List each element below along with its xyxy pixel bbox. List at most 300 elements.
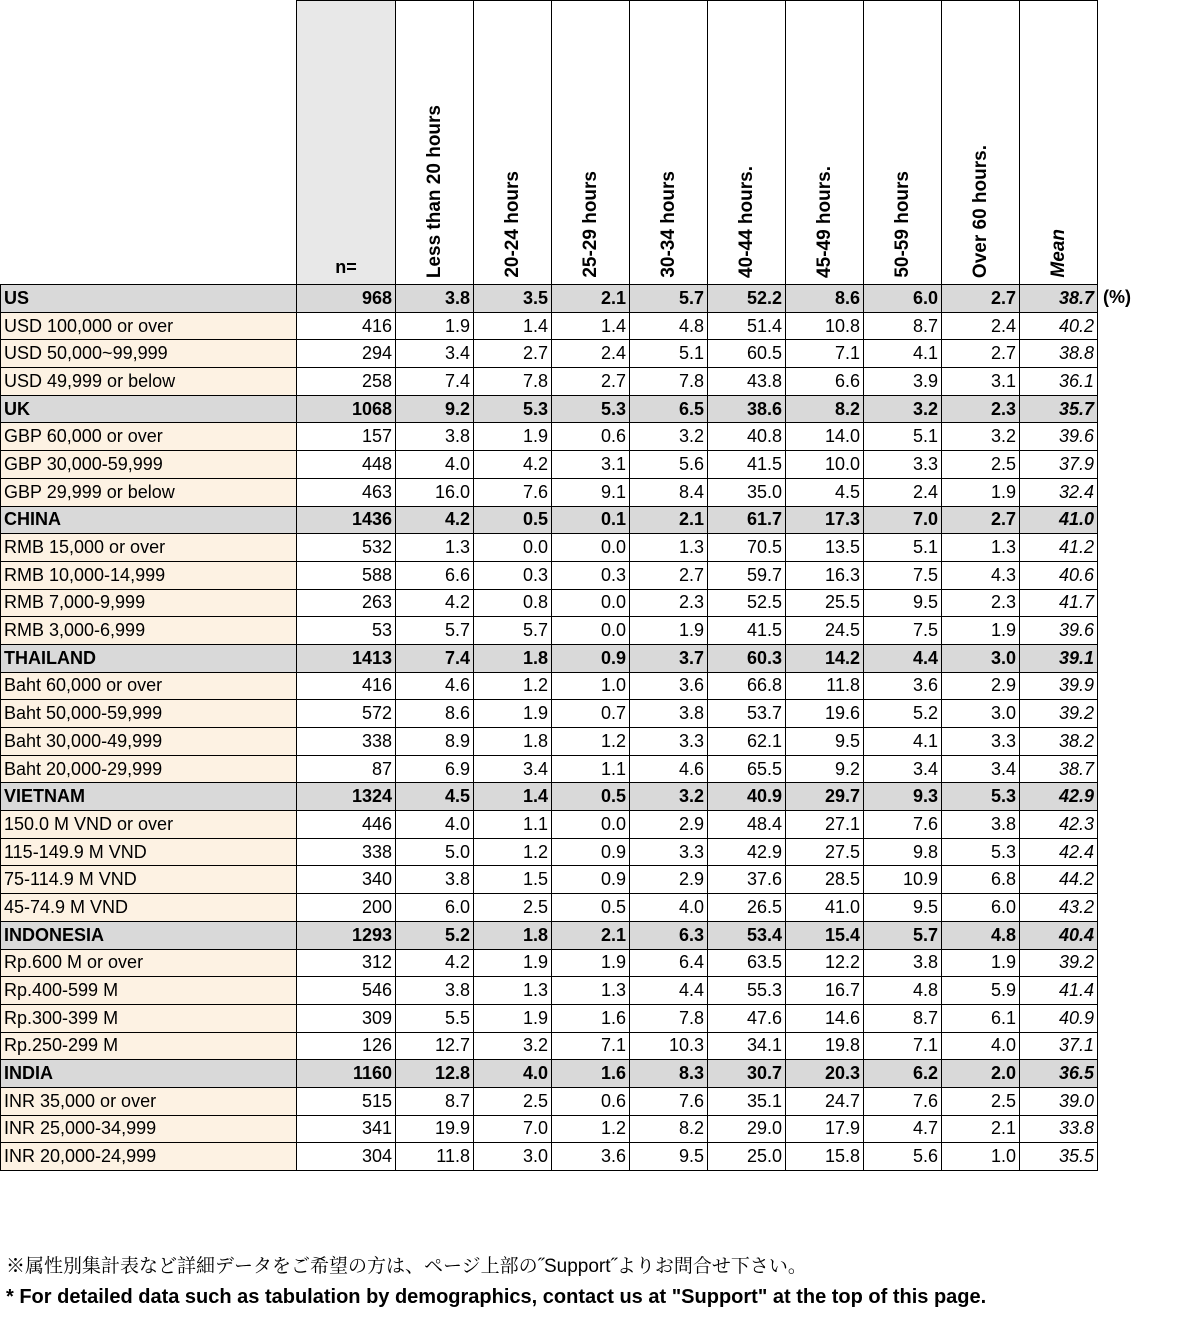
row-value: 4.0	[474, 1060, 552, 1088]
row-value: 35.1	[708, 1087, 786, 1115]
row-value: 53.7	[708, 700, 786, 728]
row-value: 2.7	[552, 368, 630, 396]
row-value: 0.7	[552, 700, 630, 728]
table-body	[1, 285, 1098, 1171]
row-value: 6.2	[864, 1060, 942, 1088]
row-value: 8.7	[864, 1004, 942, 1032]
table-row	[1, 728, 1098, 756]
row-value: 4.8	[864, 977, 942, 1005]
row-label: Baht 50,000-59,999	[1, 700, 297, 728]
header-col: 50-59 hours	[864, 1, 942, 285]
row-n: 416	[297, 312, 396, 340]
row-value: 6.0	[864, 285, 942, 313]
row-value: 9.1	[552, 478, 630, 506]
row-value: 1.0	[942, 1143, 1020, 1171]
row-value: 9.5	[864, 894, 942, 922]
row-n: 463	[297, 478, 396, 506]
row-label: 150.0 M VND or over	[1, 811, 297, 839]
row-label: Rp.600 M or over	[1, 949, 297, 977]
row-value: 0.0	[474, 534, 552, 562]
row-n: 546	[297, 977, 396, 1005]
row-value: 3.1	[942, 368, 1020, 396]
row-label: Rp.250-299 M	[1, 1032, 297, 1060]
row-value: 1.8	[474, 921, 552, 949]
row-value: 2.9	[942, 672, 1020, 700]
row-value: 40.8	[708, 423, 786, 451]
row-label: UK	[1, 395, 297, 423]
row-value: 5.7	[474, 617, 552, 645]
row-value: 8.3	[630, 1060, 708, 1088]
table-row	[1, 1115, 1098, 1143]
row-value: 7.1	[786, 340, 864, 368]
row-value: 1.6	[552, 1004, 630, 1032]
row-label: GBP 60,000 or over	[1, 423, 297, 451]
row-value: 2.9	[630, 811, 708, 839]
row-value: 1.2	[552, 728, 630, 756]
row-value: 11.8	[396, 1143, 474, 1171]
row-value: 0.0	[552, 534, 630, 562]
row-value: 7.5	[864, 561, 942, 589]
row-value: 4.6	[396, 672, 474, 700]
row-n: 309	[297, 1004, 396, 1032]
row-value: 3.8	[396, 866, 474, 894]
row-label: Rp.300-399 M	[1, 1004, 297, 1032]
row-value: 42.9	[708, 838, 786, 866]
row-value: 10.9	[864, 866, 942, 894]
row-value: 1.8	[474, 644, 552, 672]
row-n: 126	[297, 1032, 396, 1060]
row-label: GBP 29,999 or below	[1, 478, 297, 506]
row-value: 35.0	[708, 478, 786, 506]
row-value: 1.4	[552, 312, 630, 340]
row-value: 1.3	[396, 534, 474, 562]
row-value: 2.0	[942, 1060, 1020, 1088]
row-mean: 36.5	[1020, 1060, 1098, 1088]
row-value: 14.6	[786, 1004, 864, 1032]
row-value: 1.5	[474, 866, 552, 894]
row-value: 63.5	[708, 949, 786, 977]
row-value: 1.9	[942, 617, 1020, 645]
row-value: 10.3	[630, 1032, 708, 1060]
row-value: 7.6	[864, 1087, 942, 1115]
row-value: 9.2	[396, 395, 474, 423]
row-value: 6.3	[630, 921, 708, 949]
row-value: 14.2	[786, 644, 864, 672]
row-label: RMB 10,000-14,999	[1, 561, 297, 589]
row-label: GBP 30,000-59,999	[1, 451, 297, 479]
header-col: 20-24 hours	[474, 1, 552, 285]
row-value: 3.6	[552, 1143, 630, 1171]
row-value: 41.5	[708, 451, 786, 479]
row-value: 52.5	[708, 589, 786, 617]
row-value: 0.5	[552, 894, 630, 922]
row-label: THAILAND	[1, 644, 297, 672]
row-value: 17.9	[786, 1115, 864, 1143]
row-value: 5.2	[864, 700, 942, 728]
row-value: 1.2	[474, 838, 552, 866]
row-value: 0.1	[552, 506, 630, 534]
row-value: 12.7	[396, 1032, 474, 1060]
row-mean: 40.6	[1020, 561, 1098, 589]
row-n: 448	[297, 451, 396, 479]
country-row	[1, 783, 1098, 811]
row-value: 1.9	[396, 312, 474, 340]
row-value: 1.9	[630, 617, 708, 645]
row-n: 1436	[297, 506, 396, 534]
row-value: 29.7	[786, 783, 864, 811]
row-value: 8.7	[396, 1087, 474, 1115]
row-label: RMB 7,000-9,999	[1, 589, 297, 617]
row-value: 8.2	[786, 395, 864, 423]
row-mean: 37.1	[1020, 1032, 1098, 1060]
row-value: 1.9	[474, 949, 552, 977]
row-value: 7.8	[630, 368, 708, 396]
row-mean: 39.2	[1020, 700, 1098, 728]
row-label: USD 50,000~99,999	[1, 340, 297, 368]
row-mean: 39.6	[1020, 617, 1098, 645]
row-value: 1.3	[942, 534, 1020, 562]
row-value: 3.6	[630, 672, 708, 700]
row-value: 3.3	[630, 728, 708, 756]
row-value: 8.6	[786, 285, 864, 313]
row-n: 157	[297, 423, 396, 451]
row-value: 1.8	[474, 728, 552, 756]
row-value: 4.1	[864, 728, 942, 756]
row-value: 0.0	[552, 589, 630, 617]
row-value: 1.9	[474, 700, 552, 728]
row-value: 4.0	[396, 451, 474, 479]
row-value: 17.3	[786, 506, 864, 534]
row-value: 9.3	[864, 783, 942, 811]
table-row	[1, 1087, 1098, 1115]
row-value: 38.6	[708, 395, 786, 423]
row-mean: 42.3	[1020, 811, 1098, 839]
row-value: 8.7	[864, 312, 942, 340]
row-value: 19.9	[396, 1115, 474, 1143]
row-value: 3.8	[396, 285, 474, 313]
row-n: 588	[297, 561, 396, 589]
row-value: 2.7	[942, 285, 1020, 313]
row-value: 4.5	[396, 783, 474, 811]
row-mean: 41.0	[1020, 506, 1098, 534]
row-n: 1160	[297, 1060, 396, 1088]
row-value: 6.9	[396, 755, 474, 783]
row-value: 19.8	[786, 1032, 864, 1060]
row-label: INR 20,000-24,999	[1, 1143, 297, 1171]
row-n: 572	[297, 700, 396, 728]
table-row	[1, 561, 1098, 589]
row-n: 200	[297, 894, 396, 922]
row-label: INR 25,000-34,999	[1, 1115, 297, 1143]
row-value: 0.9	[552, 644, 630, 672]
row-value: 2.5	[474, 894, 552, 922]
row-value: 5.3	[942, 783, 1020, 811]
row-value: 0.3	[552, 561, 630, 589]
row-label: VIETNAM	[1, 783, 297, 811]
row-value: 60.5	[708, 340, 786, 368]
row-value: 5.1	[864, 534, 942, 562]
row-n: 1413	[297, 644, 396, 672]
row-value: 1.6	[552, 1060, 630, 1088]
header-col: 40-44 hours.	[708, 1, 786, 285]
note-english: * For detailed data such as tabulation by demographics, contact us at "Support" at the top of this page.	[6, 1286, 987, 1308]
row-value: 5.1	[630, 340, 708, 368]
row-value: 70.5	[708, 534, 786, 562]
row-n: 416	[297, 672, 396, 700]
row-value: 1.9	[942, 949, 1020, 977]
row-value: 7.8	[630, 1004, 708, 1032]
row-value: 6.0	[942, 894, 1020, 922]
row-value: 4.8	[942, 921, 1020, 949]
row-value: 4.7	[864, 1115, 942, 1143]
table-row	[1, 340, 1098, 368]
row-value: 1.2	[552, 1115, 630, 1143]
table-row	[1, 811, 1098, 839]
row-value: 27.1	[786, 811, 864, 839]
row-value: 59.7	[708, 561, 786, 589]
row-value: 27.5	[786, 838, 864, 866]
row-value: 40.9	[708, 783, 786, 811]
row-value: 8.6	[396, 700, 474, 728]
row-mean: 40.2	[1020, 312, 1098, 340]
row-value: 5.7	[864, 921, 942, 949]
row-value: 7.4	[396, 368, 474, 396]
row-mean: 32.4	[1020, 478, 1098, 506]
row-value: 0.5	[474, 506, 552, 534]
row-n: 294	[297, 340, 396, 368]
row-n: 341	[297, 1115, 396, 1143]
row-value: 4.1	[864, 340, 942, 368]
row-value: 62.1	[708, 728, 786, 756]
row-label: Baht 20,000-29,999	[1, 755, 297, 783]
header-n: n=	[297, 1, 396, 285]
header-col: 30-34 hours	[630, 1, 708, 285]
row-value: 4.0	[630, 894, 708, 922]
row-value: 6.8	[942, 866, 1020, 894]
row-label: INDONESIA	[1, 921, 297, 949]
row-n: 338	[297, 838, 396, 866]
row-value: 26.5	[708, 894, 786, 922]
row-value: 3.8	[942, 811, 1020, 839]
row-n: 1293	[297, 921, 396, 949]
table-row	[1, 977, 1098, 1005]
row-value: 5.0	[396, 838, 474, 866]
row-value: 0.6	[552, 1087, 630, 1115]
row-value: 4.5	[786, 478, 864, 506]
row-mean: 41.2	[1020, 534, 1098, 562]
row-value: 2.3	[942, 589, 1020, 617]
row-value: 9.2	[786, 755, 864, 783]
row-n: 968	[297, 285, 396, 313]
country-row	[1, 921, 1098, 949]
row-label: RMB 3,000-6,999	[1, 617, 297, 645]
row-mean: 38.7	[1020, 755, 1098, 783]
row-mean: 40.4	[1020, 921, 1098, 949]
row-value: 5.3	[942, 838, 1020, 866]
row-value: 3.1	[552, 451, 630, 479]
table-row	[1, 894, 1098, 922]
table-row	[1, 700, 1098, 728]
row-value: 5.9	[942, 977, 1020, 1005]
row-value: 3.3	[942, 728, 1020, 756]
row-value: 6.1	[942, 1004, 1020, 1032]
row-value: 43.8	[708, 368, 786, 396]
row-value: 0.3	[474, 561, 552, 589]
row-label: 75-114.9 M VND	[1, 866, 297, 894]
country-row	[1, 506, 1098, 534]
row-mean: 39.1	[1020, 644, 1098, 672]
row-value: 24.5	[786, 617, 864, 645]
row-mean: 39.6	[1020, 423, 1098, 451]
row-value: 7.5	[864, 617, 942, 645]
note-japanese: ※属性別集計表など詳細データをご希望の方は、ページ上部の˝Support˝よりお問合せ下さい。	[6, 1256, 807, 1277]
row-mean: 33.8	[1020, 1115, 1098, 1143]
country-row	[1, 644, 1098, 672]
table-row	[1, 838, 1098, 866]
row-value: 16.3	[786, 561, 864, 589]
row-value: 2.1	[630, 506, 708, 534]
row-value: 2.7	[474, 340, 552, 368]
row-value: 3.2	[630, 783, 708, 811]
row-value: 53.4	[708, 921, 786, 949]
row-value: 7.4	[396, 644, 474, 672]
row-value: 0.9	[552, 838, 630, 866]
row-mean: 35.5	[1020, 1143, 1098, 1171]
row-value: 7.6	[864, 811, 942, 839]
row-value: 0.8	[474, 589, 552, 617]
row-value: 4.0	[942, 1032, 1020, 1060]
row-n: 53	[297, 617, 396, 645]
row-value: 9.5	[630, 1143, 708, 1171]
row-value: 1.1	[552, 755, 630, 783]
row-value: 4.2	[396, 506, 474, 534]
row-value: 12.8	[396, 1060, 474, 1088]
row-value: 25.0	[708, 1143, 786, 1171]
table-row	[1, 755, 1098, 783]
row-value: 29.0	[708, 1115, 786, 1143]
row-value: 2.7	[630, 561, 708, 589]
row-value: 0.0	[552, 811, 630, 839]
row-value: 5.1	[864, 423, 942, 451]
row-value: 65.5	[708, 755, 786, 783]
row-value: 5.6	[864, 1143, 942, 1171]
row-value: 1.9	[942, 478, 1020, 506]
row-value: 6.6	[396, 561, 474, 589]
country-row	[1, 1060, 1098, 1088]
row-value: 0.9	[552, 866, 630, 894]
table-row	[1, 1032, 1098, 1060]
row-value: 7.0	[864, 506, 942, 534]
row-value: 2.4	[942, 312, 1020, 340]
row-value: 14.0	[786, 423, 864, 451]
row-value: 3.0	[942, 700, 1020, 728]
row-mean: 38.7	[1020, 285, 1098, 313]
row-value: 3.8	[396, 423, 474, 451]
row-value: 5.3	[552, 395, 630, 423]
row-value: 5.7	[630, 285, 708, 313]
row-value: 7.1	[552, 1032, 630, 1060]
row-value: 2.4	[552, 340, 630, 368]
row-value: 4.3	[942, 561, 1020, 589]
row-value: 1.3	[474, 977, 552, 1005]
row-value: 9.5	[786, 728, 864, 756]
row-value: 15.8	[786, 1143, 864, 1171]
row-value: 5.5	[396, 1004, 474, 1032]
row-value: 4.8	[630, 312, 708, 340]
row-value: 13.5	[786, 534, 864, 562]
row-mean: 39.9	[1020, 672, 1098, 700]
row-value: 5.7	[396, 617, 474, 645]
row-value: 12.2	[786, 949, 864, 977]
row-value: 3.4	[864, 755, 942, 783]
row-value: 7.6	[474, 478, 552, 506]
row-value: 1.9	[474, 423, 552, 451]
row-value: 2.9	[630, 866, 708, 894]
row-value: 3.2	[630, 423, 708, 451]
row-value: 7.0	[474, 1115, 552, 1143]
row-n: 87	[297, 755, 396, 783]
row-value: 2.1	[942, 1115, 1020, 1143]
row-label: Baht 60,000 or over	[1, 672, 297, 700]
country-row	[1, 395, 1098, 423]
header-col: Over 60 hours.	[942, 1, 1020, 285]
row-value: 3.4	[942, 755, 1020, 783]
row-value: 15.4	[786, 921, 864, 949]
row-label: USD 100,000 or over	[1, 312, 297, 340]
row-value: 51.4	[708, 312, 786, 340]
row-label: INDIA	[1, 1060, 297, 1088]
row-value: 3.8	[864, 949, 942, 977]
header-row	[1, 1, 1098, 285]
row-value: 6.5	[630, 395, 708, 423]
table-row	[1, 451, 1098, 479]
row-value: 5.3	[474, 395, 552, 423]
table-row	[1, 478, 1098, 506]
row-value: 52.2	[708, 285, 786, 313]
row-value: 37.6	[708, 866, 786, 894]
table-row	[1, 949, 1098, 977]
row-value: 4.4	[864, 644, 942, 672]
table-row	[1, 312, 1098, 340]
row-value: 3.0	[474, 1143, 552, 1171]
table-row	[1, 866, 1098, 894]
row-value: 9.5	[864, 589, 942, 617]
row-n: 258	[297, 368, 396, 396]
row-mean: 38.2	[1020, 728, 1098, 756]
row-value: 1.9	[552, 949, 630, 977]
row-value: 3.7	[630, 644, 708, 672]
row-n: 304	[297, 1143, 396, 1171]
row-value: 6.6	[786, 368, 864, 396]
row-label: RMB 15,000 or over	[1, 534, 297, 562]
row-label: Baht 30,000-49,999	[1, 728, 297, 756]
row-n: 312	[297, 949, 396, 977]
row-value: 61.7	[708, 506, 786, 534]
row-value: 66.8	[708, 672, 786, 700]
row-n: 340	[297, 866, 396, 894]
row-value: 1.1	[474, 811, 552, 839]
row-value: 8.4	[630, 478, 708, 506]
row-value: 3.6	[864, 672, 942, 700]
row-value: 55.3	[708, 977, 786, 1005]
row-value: 3.5	[474, 285, 552, 313]
row-value: 1.4	[474, 783, 552, 811]
row-value: 19.6	[786, 700, 864, 728]
row-mean: 42.4	[1020, 838, 1098, 866]
row-value: 16.7	[786, 977, 864, 1005]
row-value: 3.2	[864, 395, 942, 423]
table-row	[1, 589, 1098, 617]
